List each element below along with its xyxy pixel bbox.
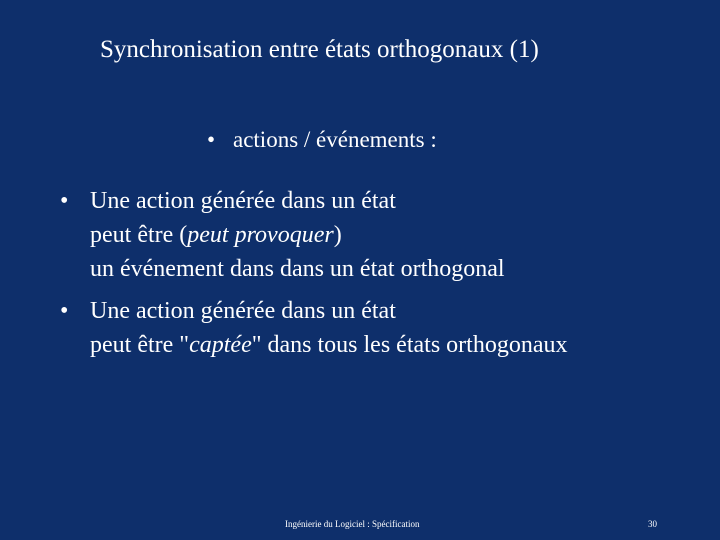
bullet-line: Une action générée dans un état (90, 298, 396, 324)
bullet-icon: • (60, 188, 69, 214)
bullet-text: peut être ( (90, 222, 188, 248)
bullet-text: " dans tous les états orthogonaux (251, 332, 568, 358)
bullet-text: peut être " (90, 332, 190, 358)
bullet-item (60, 184, 700, 286)
bullet-item (60, 294, 700, 362)
bullet-icon: • (60, 298, 69, 324)
page-number: 30 (648, 519, 657, 529)
bullet-line: Une action générée dans un état (90, 188, 396, 214)
footer-text: Ingénierie du Logiciel : Spécification (285, 519, 420, 529)
bullet-line (90, 218, 700, 252)
bullet-text: ) (333, 222, 342, 248)
bullet-line (90, 328, 700, 362)
bullet-line: un événement dans dans un état orthogonal (90, 256, 505, 282)
bullet-emphasis: peut provoquer (187, 222, 334, 248)
bullet-icon: • (207, 127, 216, 152)
subtitle-item (207, 127, 437, 153)
slide-title: Synchronisation entre états orthogonaux (1) (100, 36, 539, 63)
subtitle-text: actions / événements : (233, 127, 437, 152)
bullet-emphasis: captée (189, 332, 252, 358)
bullet-list (60, 184, 700, 370)
